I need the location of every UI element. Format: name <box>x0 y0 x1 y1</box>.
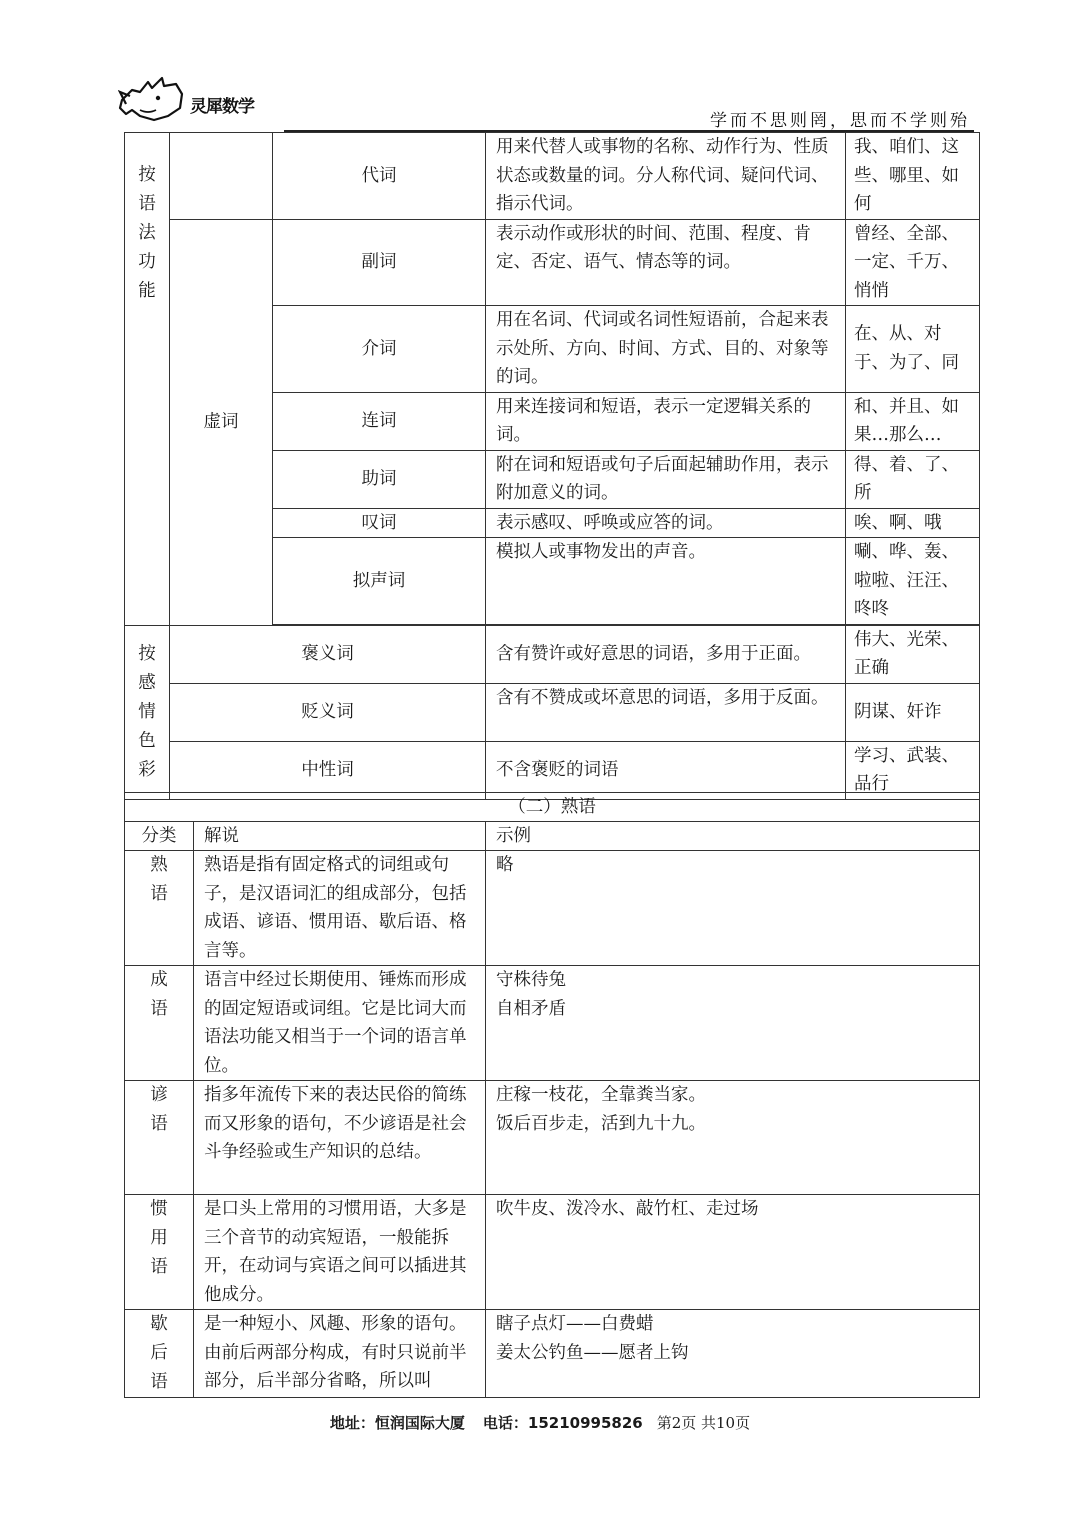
description: 表示感叹、呼唤或应答的词。 <box>486 508 846 538</box>
header-explain: 解说 <box>194 822 486 851</box>
term: 褒义词 <box>170 625 486 683</box>
example-line: 吹牛皮、泼冷水、敲竹杠、走过场 <box>496 1199 759 1219</box>
footer-page-number: 第2页 共10页 <box>656 1414 751 1432</box>
example: 唉、啊、哦 <box>846 508 980 538</box>
explanation: 指多年流传下来的表达民俗的简练而又形象的语句，不少谚语是社会斗争经验或生产知识的总结。 <box>194 1081 486 1195</box>
description: 用来代替人或事物的名称、动作行为、性质状态或数量的词。分人称代词、疑问代词、指示代词。 <box>486 133 846 220</box>
motto: 学而不思则罔，思而不学则殆 <box>710 111 970 131</box>
example: 唰、哗、轰、啦啦、汪汪、咚咚 <box>846 538 980 625</box>
category-label: 谚语 <box>150 1085 168 1134</box>
table-row <box>125 683 980 741</box>
example: 和、并且、如果…那么… <box>846 392 980 450</box>
example <box>486 1081 980 1195</box>
example: 在、从、对于、为了、同 <box>846 306 980 393</box>
table-row <box>125 625 980 683</box>
table-row <box>125 219 980 306</box>
group-emotion <box>125 625 170 799</box>
category <box>125 851 194 966</box>
header-category: 分类 <box>125 822 194 851</box>
term: 叹词 <box>273 508 486 538</box>
term: 拟声词 <box>273 538 486 625</box>
term: 贬义词 <box>170 683 486 741</box>
example-line: 自相矛盾 <box>496 998 566 1019</box>
example: 我、咱们、这些、哪里、如何 <box>846 133 980 220</box>
category <box>125 1195 194 1310</box>
description: 用在名词、代词或名词性短语前，合起来表示处所、方向、时间、方式、目的、对象等的词。 <box>486 306 846 393</box>
explanation: 语言中经过长期使用、锤炼而形成的固定短语或词组。它是比词大而语法功能又相当于一个词的语言单位。 <box>194 966 486 1081</box>
example-line: 瞎子点灯——白费蜡 <box>496 1314 654 1334</box>
example: 伟大、光荣、正确 <box>846 625 980 683</box>
example: 学习、武装、品行 <box>846 741 980 799</box>
table-row <box>125 133 980 220</box>
category <box>125 1081 194 1195</box>
category <box>125 1310 194 1398</box>
table-row <box>125 966 980 1081</box>
empty-cell <box>170 133 273 220</box>
table-row <box>125 1081 980 1195</box>
example-line: 略 <box>496 855 514 875</box>
description: 表示动作或形状的时间、范围、程度、肯定、否定、语气、情态等的词。 <box>486 219 846 306</box>
table-row <box>125 1195 980 1310</box>
example-line: 庄稼一枝花，全靠粪当家。 <box>496 1085 706 1105</box>
example-line: 守株待兔 <box>496 970 566 990</box>
category-label: 成语 <box>150 970 168 1019</box>
description: 附在词和短语或句子后面起辅助作用，表示附加意义的词。 <box>486 450 846 508</box>
example-line: 饭后百步走，活到九十九。 <box>496 1113 706 1134</box>
example <box>486 1310 980 1398</box>
footer-phone: 电话：15210995826 <box>482 1414 643 1432</box>
example <box>486 851 980 966</box>
example: 曾经、全部、一定、千万、悄悄 <box>846 219 980 306</box>
category-label: 惯用语 <box>150 1199 168 1277</box>
example-line: 姜太公钓鱼——愿者上钩 <box>496 1342 689 1363</box>
description: 含有赞许或好意思的词语，多用于正面。 <box>486 625 846 683</box>
page-header <box>118 70 974 132</box>
explanation: 是一种短小、风趣、形象的语句。由前后两部分构成，有时只说前半部分，后半部分省略，所以叫 <box>194 1310 486 1398</box>
header-row <box>125 822 980 851</box>
category <box>125 966 194 1081</box>
page-footer <box>0 1412 1080 1433</box>
example: 得、着、了、所 <box>846 450 980 508</box>
table-row <box>125 1310 980 1398</box>
description: 模拟人或事物发出的声音。 <box>486 538 846 625</box>
function-words-label: 虚词 <box>170 219 273 625</box>
footer-address: 地址：恒润国际大厦 <box>329 1414 465 1432</box>
category-label: 熟语 <box>150 855 168 904</box>
term: 代词 <box>273 133 486 220</box>
logo-text: 灵犀数学 <box>190 97 254 117</box>
section-title-row <box>125 793 980 822</box>
example <box>486 1195 980 1310</box>
example <box>486 966 980 1081</box>
term: 连词 <box>273 392 486 450</box>
description: 含有不赞成或坏意思的词语，多用于反面。 <box>486 683 846 741</box>
group-emotion-label: 按感情色彩 <box>138 643 156 780</box>
section-title: （二）熟语 <box>125 793 980 822</box>
header-example: 示例 <box>486 822 980 851</box>
category-label: 歇后语 <box>150 1314 168 1392</box>
table-row <box>125 851 980 966</box>
explanation: 熟语是指有固定格式的词组或句子，是汉语词汇的组成部分，包括成语、谚语、惯用语、歇后语、格言等。 <box>194 851 486 966</box>
description: 用来连接词和短语，表示一定逻辑关系的词。 <box>486 392 846 450</box>
term: 副词 <box>273 219 486 306</box>
idiom-table <box>124 792 980 1398</box>
table-row <box>125 741 980 799</box>
example: 阴谋、奸诈 <box>846 683 980 741</box>
description: 不含褒贬的词语 <box>486 741 846 799</box>
group-grammar-label: 按语法功能 <box>138 165 156 301</box>
term: 助词 <box>273 450 486 508</box>
rhino-logo-icon <box>118 70 278 128</box>
term: 介词 <box>273 306 486 393</box>
group-grammar <box>125 133 170 626</box>
explanation: 是口头上常用的习惯用语，大多是三个音节的动宾短语，一般能拆开，在动词与宾语之间可以插进其他成分。 <box>194 1195 486 1310</box>
term: 中性词 <box>170 741 486 799</box>
word-class-table <box>124 132 980 800</box>
